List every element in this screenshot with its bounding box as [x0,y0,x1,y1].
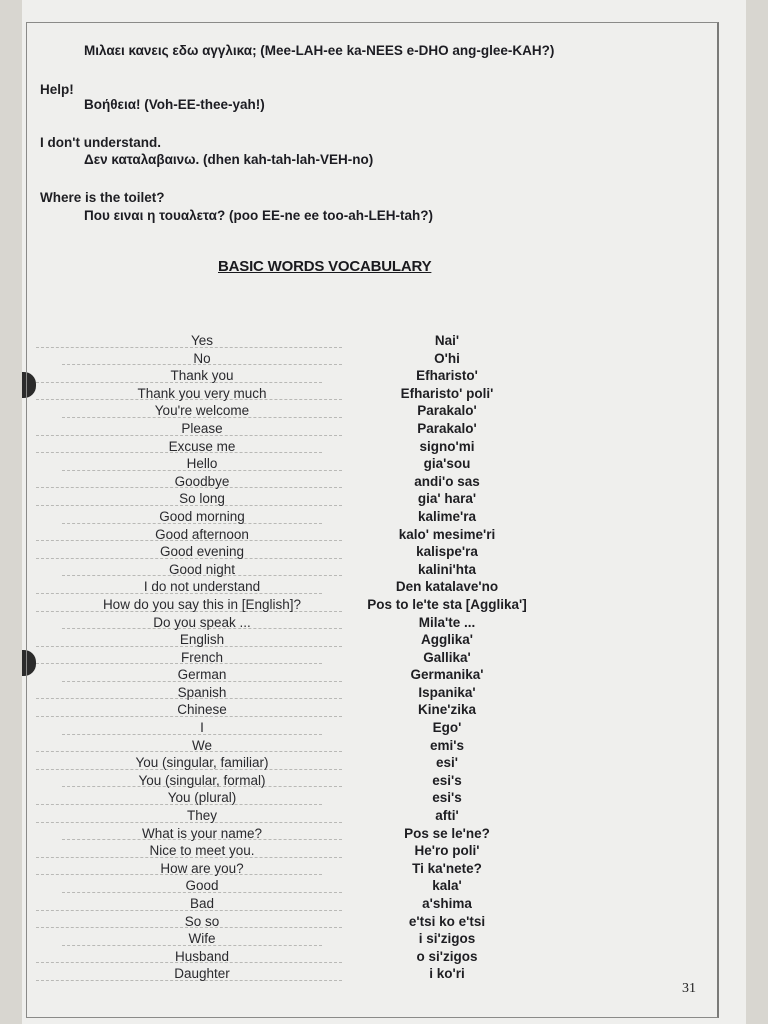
vocabulary-row [22,860,722,878]
vocabulary-english: Good night [168,561,236,577]
vocabulary-translation: Efharisto' poli' [400,385,494,401]
vocabulary-row [22,455,722,473]
phrase-english: Help! [40,82,74,97]
vocabulary-english: You (plural) [167,790,237,806]
vocabulary-english: Yes [190,333,214,348]
vocabulary-english: Good afternoon [155,526,249,542]
vocabulary-row [22,877,722,895]
vocabulary-english: Spanish [177,684,227,700]
vocabulary-row [22,631,722,649]
vocabulary-english: They [186,808,217,824]
vocabulary-english: We [191,737,212,753]
vocabulary-row [22,666,722,684]
vocabulary-translation: gia' hara' [417,491,477,507]
vocabulary-translation: Parakalo' [417,420,477,436]
vocabulary-row [22,737,722,755]
vocabulary-english: Bad [189,896,215,911]
vocabulary-english: Hello [186,456,218,472]
vocabulary-english: So long [179,491,225,507]
vocabulary-translation: Pos to le'te sta [Agglika'] [367,596,527,612]
vocabulary-row [22,526,722,544]
vocabulary-english: Husband [174,948,230,964]
vocabulary-translation: Efharisto' [416,368,478,384]
vocabulary-row [22,367,722,385]
vocabulary-row [22,789,722,807]
vocabulary-translation: a'shima [422,896,472,911]
vocabulary-row [22,473,722,491]
vocabulary-english: I [200,720,204,736]
vocabulary-translation: Mila'te ... [418,614,476,630]
vocabulary-row [22,402,722,420]
vocabulary-translation: Pos se le'ne? [404,825,490,841]
vocabulary-translation: He'ro poli' [414,843,480,859]
vocabulary-row [22,684,722,702]
vocabulary-row [22,772,722,790]
vocabulary-english: What is your name? [141,825,263,841]
vocabulary-translation: e'tsi ko e'tsi [408,913,486,929]
phrase-english: Where is the toilet? [40,190,165,205]
vocabulary-english: French [180,649,224,665]
vocabulary-translation: kalispe'ra [416,544,478,560]
vocabulary-row [22,561,722,579]
document-page [22,0,746,1024]
vocabulary-row [22,930,722,948]
vocabulary-translation: signo'mi [419,438,475,454]
vocabulary-row [22,807,722,825]
vocabulary-translation: esi's [432,772,462,788]
vocabulary-row [22,490,722,508]
section-heading: BASIC WORDS VOCABULARY [218,258,432,275]
vocabulary-row [22,825,722,843]
vocabulary-translation: esi' [436,755,458,771]
vocabulary-row [22,385,722,403]
vocabulary-translation: Nai' [434,333,460,348]
vocabulary-translation: O'hi [434,350,460,366]
vocabulary-row [22,596,722,614]
vocabulary-english: English [179,632,225,648]
vocabulary-english: Excuse me [168,438,236,454]
vocabulary-translation: gia'sou [423,456,471,472]
vocabulary-english: Good [185,878,219,894]
vocabulary-row [22,420,722,438]
vocabulary-english: Good morning [159,508,245,524]
vocabulary-row [22,350,722,368]
vocabulary-translation: Ego' [432,720,462,736]
phrase-translation: Μιλαει κανεις εδω αγγλικα; (Mee-LAH-ee ka-NEES e-DHO ang-glee-KAH?) [84,43,555,58]
vocabulary-row [22,948,722,966]
vocabulary-translation: kalo' mesime'ri [398,526,496,542]
vocabulary-row [22,842,722,860]
vocabulary-translation: Parakalo' [417,403,477,419]
vocabulary-english: So so [184,913,220,929]
vocabulary-english: How are you? [160,860,244,876]
vocabulary-list [22,332,722,983]
vocabulary-english: Thank you [170,368,234,384]
vocabulary-english: Goodbye [174,473,230,489]
page-number: 31 [682,981,696,996]
vocabulary-translation: Kine'zika [418,702,476,718]
vocabulary-translation: Den katalave'no [395,579,499,595]
vocabulary-row [22,543,722,561]
phrase-translation: Δεν καταλαβαινω. (dhen kah-tah-lah-VEH-no) [84,152,374,167]
vocabulary-translation: emi's [430,737,464,753]
vocabulary-translation: andi'o sas [414,473,480,489]
phrase-translation: Βοήθεια! (Voh-EE-thee-yah!) [84,97,265,112]
vocabulary-row [22,649,722,667]
vocabulary-translation: kalime'ra [417,508,476,524]
phrase-translation: Που ειναι η τουαλετα? (poo EE-ne ee too-ah-LEH-tah?) [84,208,433,223]
vocabulary-english: You're welcome [154,403,250,419]
vocabulary-translation: Agglika' [421,632,473,648]
vocabulary-translation: kalini'hta [418,561,476,577]
vocabulary-translation: Gallika' [423,649,471,665]
vocabulary-translation: Ispanika' [418,684,476,700]
vocabulary-translation: afti' [435,808,459,824]
vocabulary-row [22,578,722,596]
vocabulary-row [22,895,722,913]
vocabulary-row [22,701,722,719]
vocabulary-row [22,754,722,772]
vocabulary-translation: i ko'ri [429,966,465,982]
vocabulary-english: You (singular, formal) [138,772,266,788]
vocabulary-english: Do you speak ... [153,614,251,630]
vocabulary-row [22,508,722,526]
vocabulary-english: How do you say this in [English]? [102,596,302,612]
vocabulary-english: You (singular, familiar) [135,755,269,771]
vocabulary-english: Nice to meet you. [149,843,255,859]
vocabulary-english: I do not understand [143,579,261,595]
vocabulary-row [22,332,722,350]
vocabulary-english: Chinese [177,702,227,718]
vocabulary-translation: kala' [432,878,462,894]
vocabulary-english: Daughter [174,966,230,982]
vocabulary-translation: Germanika' [410,667,484,683]
vocabulary-row [22,913,722,931]
vocabulary-row [22,438,722,456]
vocabulary-translation: i si'zigos [418,931,476,947]
vocabulary-translation: esi's [432,790,462,806]
vocabulary-english: Wife [188,931,216,947]
vocabulary-translation: Ti ka'nete? [412,860,482,876]
phrase-english: I don't understand. [40,135,161,150]
vocabulary-row [22,614,722,632]
vocabulary-english: Good evening [159,544,245,560]
vocabulary-row [22,965,722,983]
vocabulary-english: German [177,667,227,683]
vocabulary-english: Please [181,420,223,436]
vocabulary-translation: o si'zigos [416,948,478,964]
vocabulary-english: Thank you very much [137,385,267,401]
vocabulary-row [22,719,722,737]
vocabulary-english: No [193,350,211,366]
